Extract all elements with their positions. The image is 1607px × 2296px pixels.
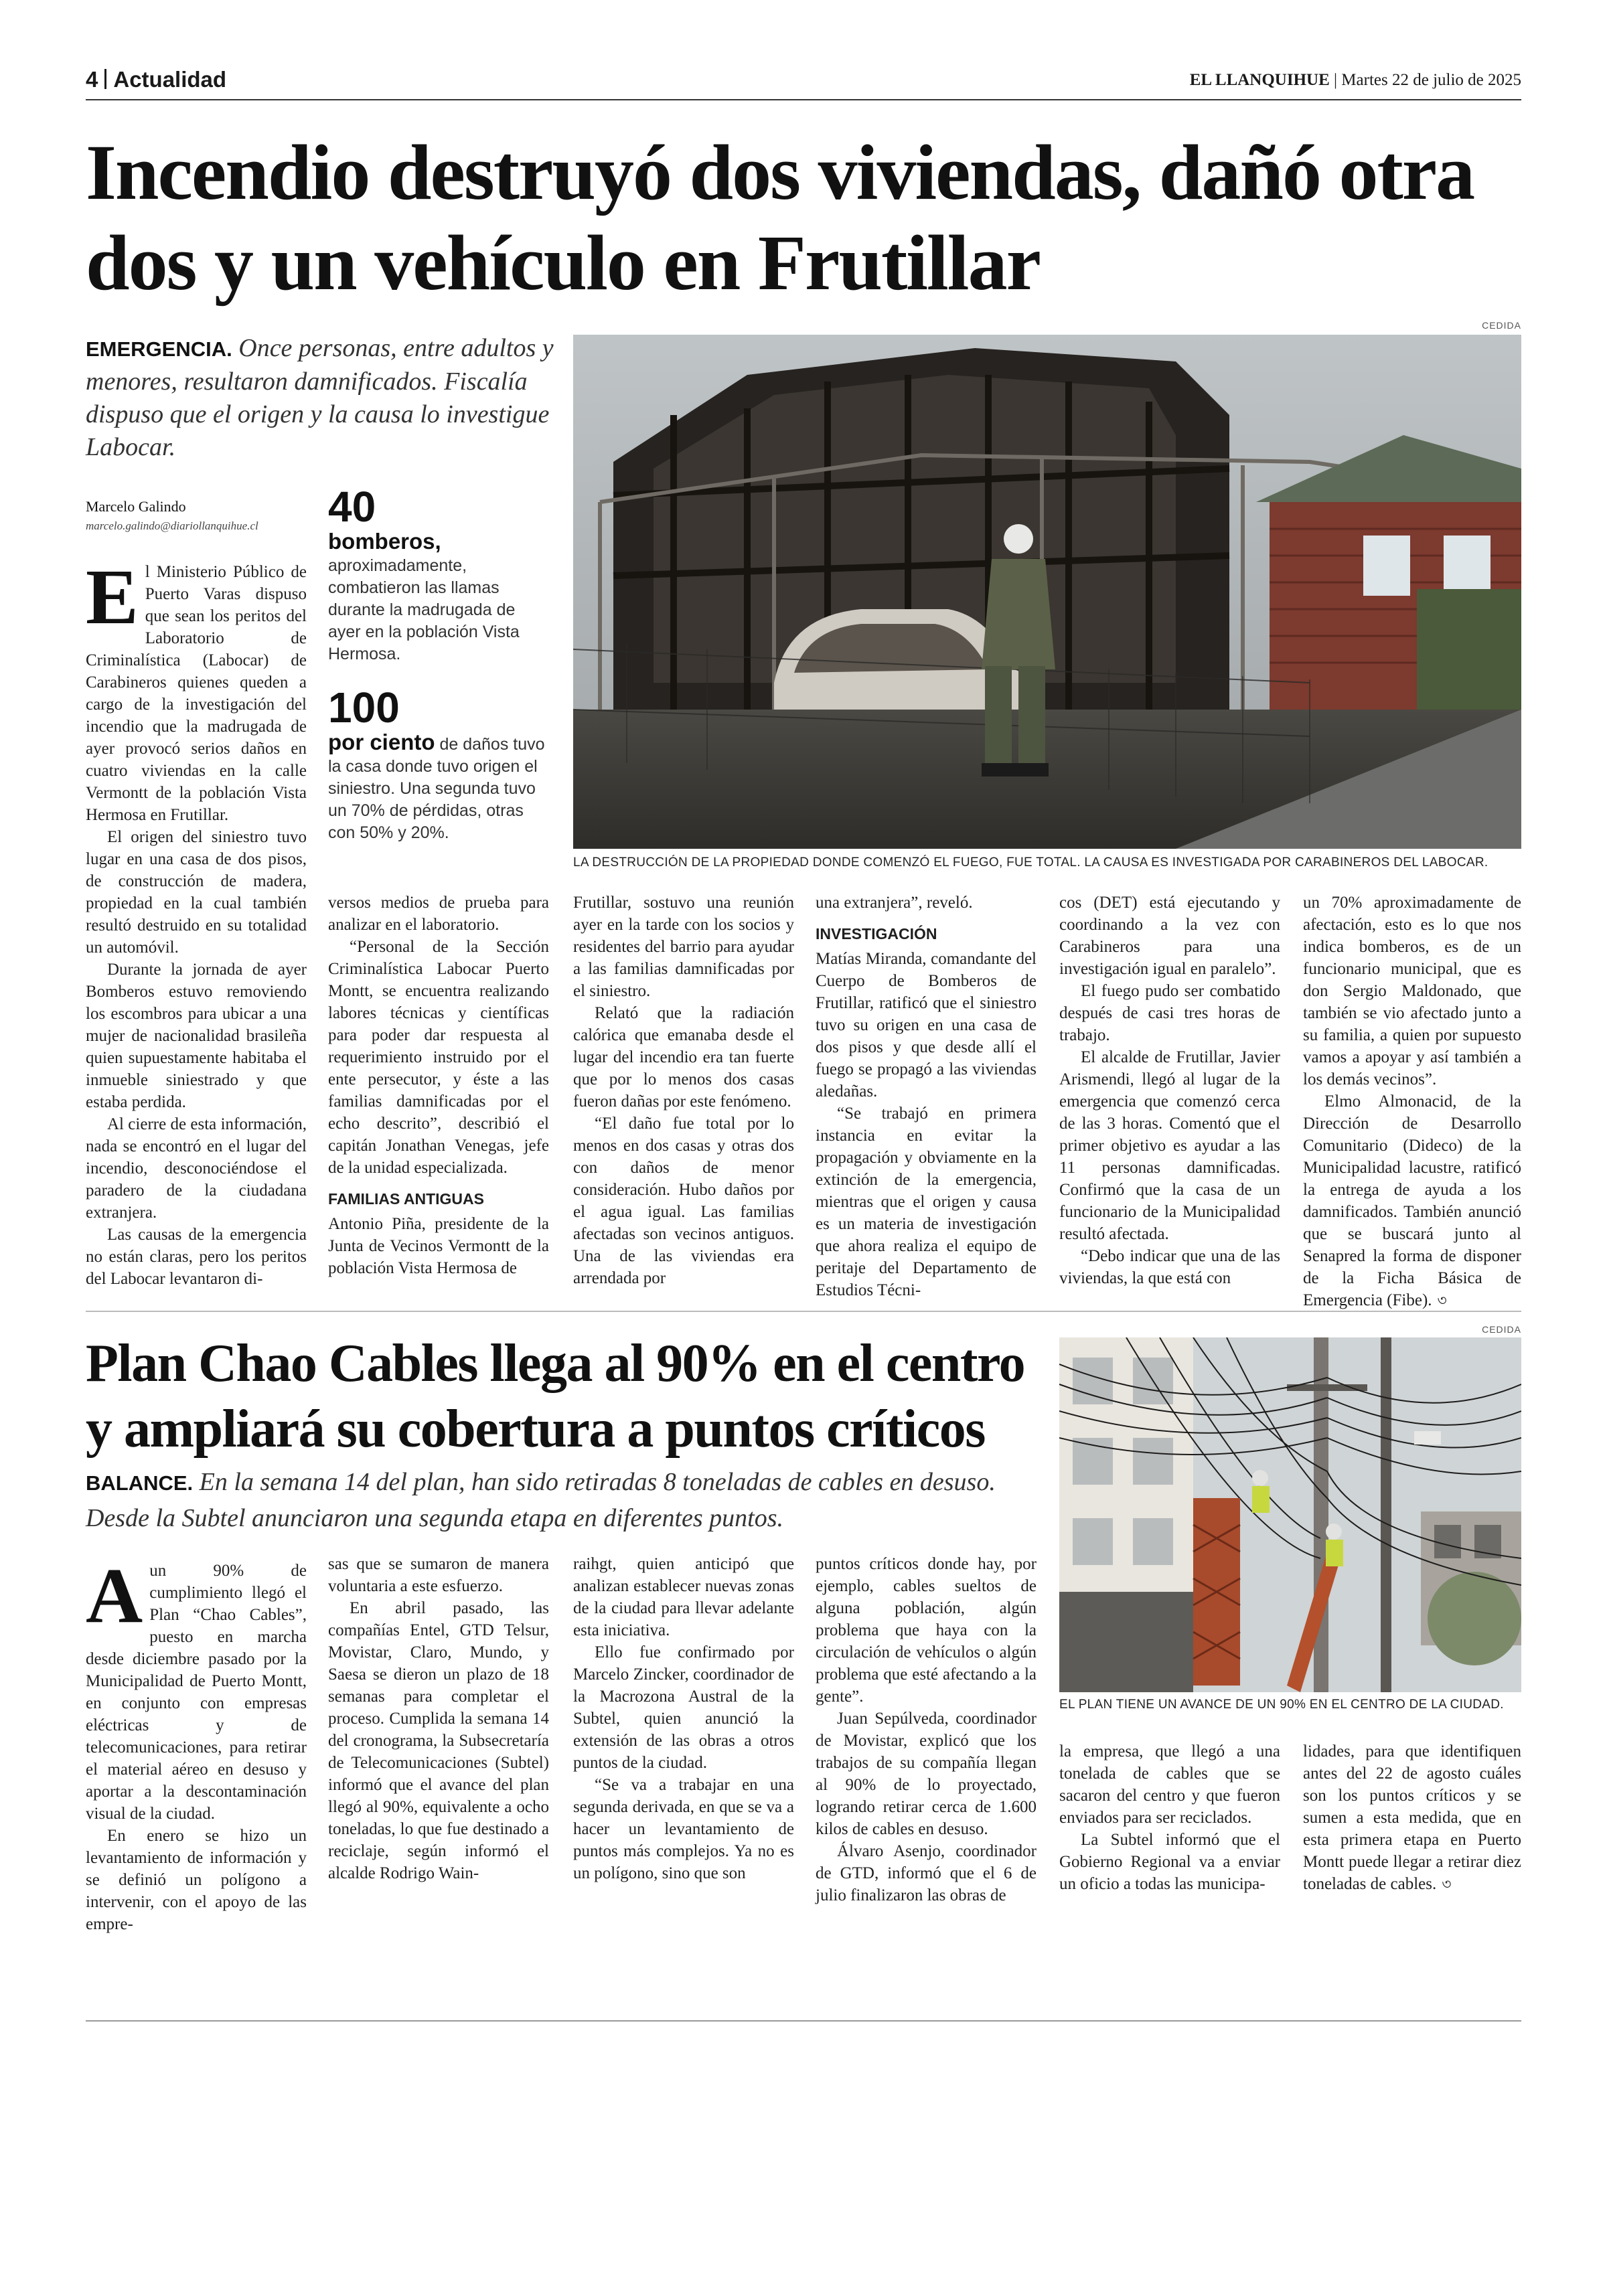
article2-column-3 [573,1553,794,1884]
cables-photo [1059,1337,1521,1692]
article1-column-5 [1059,892,1280,1289]
article1-column-4 [816,892,1037,1301]
paragraph: “Debo indicar que una de las viviendas, la que está con [1059,1247,1280,1287]
paragraph: Juan Sepúlveda, coordinador de Movistar, explicó que los trabajos de su compañía llegan al 90% de lo proyectado, logrando retirar cerca de 1.600 kilos de cables en desuso. [816,1710,1037,1838]
paragraph: la empresa, que llegó a una tonelada de cables que se sacaron del centro y que fueron enviados para ser reciclados. [1059,1742,1280,1827]
paragraph: Matías Miranda, comandante del Cuerpo de Bomberos de Frutillar, ratificó que el siniestro tuvo su origen en una casa de dos pisos y que desde allí el fuego se propagó a las viviendas aledañas. [816,950,1037,1100]
paragraph: Las causas de la emergencia no están claras, pero los peritos del Labocar levantaron di- [86,1226,307,1288]
article1-byline [86,498,307,533]
paragraph: Antonio Piña, presidente de la Junta de Vecinos Vermontt de la población Vista Hermosa de [328,1215,549,1277]
paragraph: Elmo Almonacid, de la Dirección de Desarrollo Comunitario (Dideco) de la Municipalidad lacustre, ratificó la entrega de ayuda a los damnificados. También anunció que se buscará junto al Senapred la forma de disponer de la Ficha Básica de Emergencia (Fibe). [1303,1092,1521,1309]
paragraph: una extranjera”, reveló. [816,894,973,912]
article2-column-1 [86,1552,307,1935]
paragraph: puntos críticos donde hay, por ejemplo, cables sueltos de alguna población, algún problema que haya con la circulación de vehículos o algún problema que esté afectando a la gente”. [816,1555,1037,1706]
paragraph: un 90% de cumplimiento llegó el Plan “Chao Cables”, puesto en marcha desde diciembre pasado por la Municipalidad de Puerto Montt, en conjunto con empresas eléctricas y de telecomunicaciones, para retirar el material aéreo en desuso y aportar a la descontaminación visual de la ciudad. [86,1562,307,1823]
paragraph: “Se trabajó en primera instancia en evitar la propagación y obviamente en la extinción de la emergencia, mientras que el origen y causa es un materia de investigación que ahora realiza el equipo de peritaje del Departamento de Estudios Técni- [816,1104,1037,1299]
stat-label: bomberos, [328,529,441,554]
dropcap: E [86,553,139,641]
byline-email: marcelo.galindo@diariollanquihue.cl [86,519,258,532]
article2-headline: Plan Chao Cables llega al 90% en el centro y ampliará su cobertura a puntos críticos [86,1334,1025,1459]
article2-column-6 [1303,1740,1521,1896]
paragraph: La Subtel informó que el Gobierno Regional va a enviar un oficio a todas las municipa- [1059,1831,1280,1893]
subheading: FAMILIAS ANTIGUAS [328,1190,484,1208]
paragraph: sas que se sumaron de manera voluntaria a este esfuerzo. [328,1555,549,1595]
article2-photo-credit: CEDIDA [1482,1324,1521,1335]
article2-lead [86,1465,1037,1536]
paragraph: Al cierre de esta información, nada se encontró en el lugar del incendio, desconociéndose el paradero de la ciudadana extranjera. [86,1115,307,1222]
fire-scene-illustration [573,335,1521,849]
article2-column-5 [1059,1740,1280,1895]
article2-kicker: BALANCE. [86,1471,194,1495]
paragraph: cos (DET) está ejecutando y coordinando a la vez con Carabineros para una investigación igual en paralelo”. [1059,894,1280,978]
stat-label: por ciento [328,730,435,754]
bottom-rule [86,2020,1521,2022]
paragraph: “Se va a trabajar en una segunda derivada, en que se va a hacer un levantamiento de puntos más complejos. Ya no es un polígono, sino que son [573,1776,794,1882]
paper-name: EL LLANQUIHUE [1189,71,1330,89]
article1-photo-credit: CEDIDA [1482,320,1521,331]
header-divider [104,69,106,89]
paragraph: El fuego pudo ser combatido después de casi tres horas de trabajo. [1059,982,1280,1044]
paragraph: El origen del siniestro tuvo lugar en una casa de dos pisos, de construcción de madera, propiedad en la cual también resultó destruido en su totalidad un automóvil. [86,828,307,957]
paragraph: “El daño fue total por lo menos en dos casas y otras dos con daños de menor consideración. Hubo daños por el agua igual. Las familias afectadas son vecinos antiguos. Una de las viviendas era arrendada por [573,1115,794,1287]
subheading: INVESTIGACIÓN [816,925,937,942]
paragraph: Álvaro Asenjo, coordinador de GTD, informó que el 6 de julio finalizaron las obras de [816,1842,1037,1904]
paragraph: lidades, para que identifiquen antes del 22 de agosto cuáles son los puntos críticos y se sumen a esta medida, que en esta primera etapa en Puerto Montt puede llegar a retirar diez toneladas de cables. [1303,1742,1521,1893]
paragraph: versos medios de prueba para analizar en el laboratorio. [328,894,549,934]
paragraph: “Personal de la Sección Criminalística Labocar Puerto Montt, se encuentra realizando labores técnicas y científicas para poder dar respuesta al requerimiento instruido por el ente persecutor, y éste a las familias damnificadas por el echo descrito”, describió el capitán Jonathan Venegas, jefe de la unidad especializada. [328,938,549,1177]
page-number: 4 [86,67,98,92]
article1-column-3 [573,892,794,1289]
page-header [86,66,1521,100]
stat-number: 100 [328,683,400,732]
article1-lead-text: Once personas, entre adultos y menores, resultaron damnificados. Fiscalía dispuso que el origen y la causa lo investigue Labocar. [86,334,554,461]
dropcap: A [86,1552,143,1639]
paragraph: En abril pasado, las compañías Entel, GTD Telsur, Movistar, Claro, Mundo, y Saesa se dieron un plazo de 18 semanas para completar el proceso. Cumplida la semana 14 del cronograma, la Subsecretaría de Telecomunicaciones (Subtel) informó que el avance del plan llegó al 90%, equivalente a ocho toneladas, lo que fue destinado a reciclaje, según informó el alcalde Rodrigo Wain- [328,1599,549,1882]
paragraph: raihgt, quien anticipó que analizan establecer nuevas zonas de la ciudad para llevar adelante esta iniciativa. [573,1555,794,1639]
article1-kicker: EMERGENCIA. [86,337,232,361]
article2-lead-text: En la semana 14 del plan, han sido retiradas 8 toneladas de cables en desuso. Desde la Subtel anunciaron una segunda etapa en diferentes puntos. [86,1468,996,1532]
article1-column-6 [1303,892,1521,1312]
end-mark-icon: ৩ [1442,1876,1452,1893]
paragraph: Durante la jornada de ayer Bomberos estuvo removiendo los escombros para ubicar a una mujer de nacionalidad brasileña quien supuestamente habitaba el inmueble siniestrado y que estaba perdida. [86,961,307,1111]
paragraph: Ello fue confirmado por Marcelo Zincker, coordinador de la Macrozona Austral de la Subtel, quien anunció la extensión de las obras a otros puntos de la ciudad. [573,1643,794,1772]
section-name: Actualidad [113,67,227,92]
article2-column-4 [816,1553,1037,1906]
fire-photo [573,335,1521,849]
byline-name: Marcelo Galindo [86,498,186,515]
page-section [86,67,226,92]
issue-date: Martes 22 de julio de 2025 [1341,71,1521,89]
article1-column-1 [86,553,307,1290]
article1-lead [86,332,554,464]
stat-number: 40 [328,483,376,531]
end-mark-icon: ৩ [1437,1293,1447,1309]
article2-photo-caption: EL PLAN TIENE UN AVANCE DE UN 90% EN EL CENTRO DE LA CIUDAD. [1059,1698,1504,1712]
article1-photo-caption: LA DESTRUCCIÓN DE LA PROPIEDAD DONDE COMENZÓ EL FUEGO, FUE TOTAL. LA CAUSA ES INVESTIGADA POR CARABINEROS DEL LABOCAR. [573,855,1488,870]
stat-text: de daños tuvo la casa donde tuvo origen el siniestro. Una segunda tuvo un 70% de pérdidas, otras con 50% y 20%. [328,735,545,842]
cables-scene-illustration [1059,1337,1521,1692]
article1-column-2 [328,892,549,1279]
paragraph: Frutillar, sostuvo una reunión ayer en la tarde con los socios y residentes del barrio para ayudar a las familias damnificadas por el siniestro. [573,894,794,1000]
paragraph: Relató que la radiación calórica que emanaba desde el lugar del incendio era tan fuerte que por lo menos dos casas fueron dañas por este fenómeno. [573,1004,794,1111]
paragraph: El alcalde de Frutillar, Javier Arismendi, llegó al lugar de la emergencia que comenzó cerca de las 3 horas. Comentó que el primer objetivo es ayudar a las 11 personas damnificadas. Confirmó que la casa de un funcionario de la Municipalidad resultó afectada. [1059,1048,1280,1243]
article2-column-2 [328,1553,549,1884]
carabinero-figure [982,524,1055,776]
paper-date: EL LLANQUIHUE | Martes 22 de julio de 2025 [1189,71,1521,89]
paragraph: un 70% aproximadamente de afectación, esto es lo que nos indica bomberos, es de un funcionario municipal, que es don Sergio Maldonado, que también se vio afectado junto a su familia, a quien por supuesto vamos a apoyar y así también a los demás vecinos”. [1303,894,1521,1088]
paragraph: En enero se hizo un levantamiento de información y se definió un polígono a intervenir, con el apoyo de las empre- [86,1827,307,1933]
section-divider [86,1311,1521,1312]
stat-text: aproximadamente, combatieron las llamas durante la madrugada de ayer en la población Vista Hermosa. [328,556,520,663]
stat-por-ciento [328,684,546,844]
paragraph: l Ministerio Público de Puerto Varas dispuso que sean los peritos del Laboratorio de Criminalística (Labocar) de Carabineros quienes queden a cargo de la investigación del incendio que la madrugada de ayer provocó serios daños en cuatro viviendas en la calle Vermontt de la población Vista Hermosa en Frutillar. [86,563,307,824]
article1-headline: Incendio destruyó dos viviendas, dañó otra dos y un vehículo en Frutillar [86,129,1474,307]
stat-bomberos [328,483,546,665]
